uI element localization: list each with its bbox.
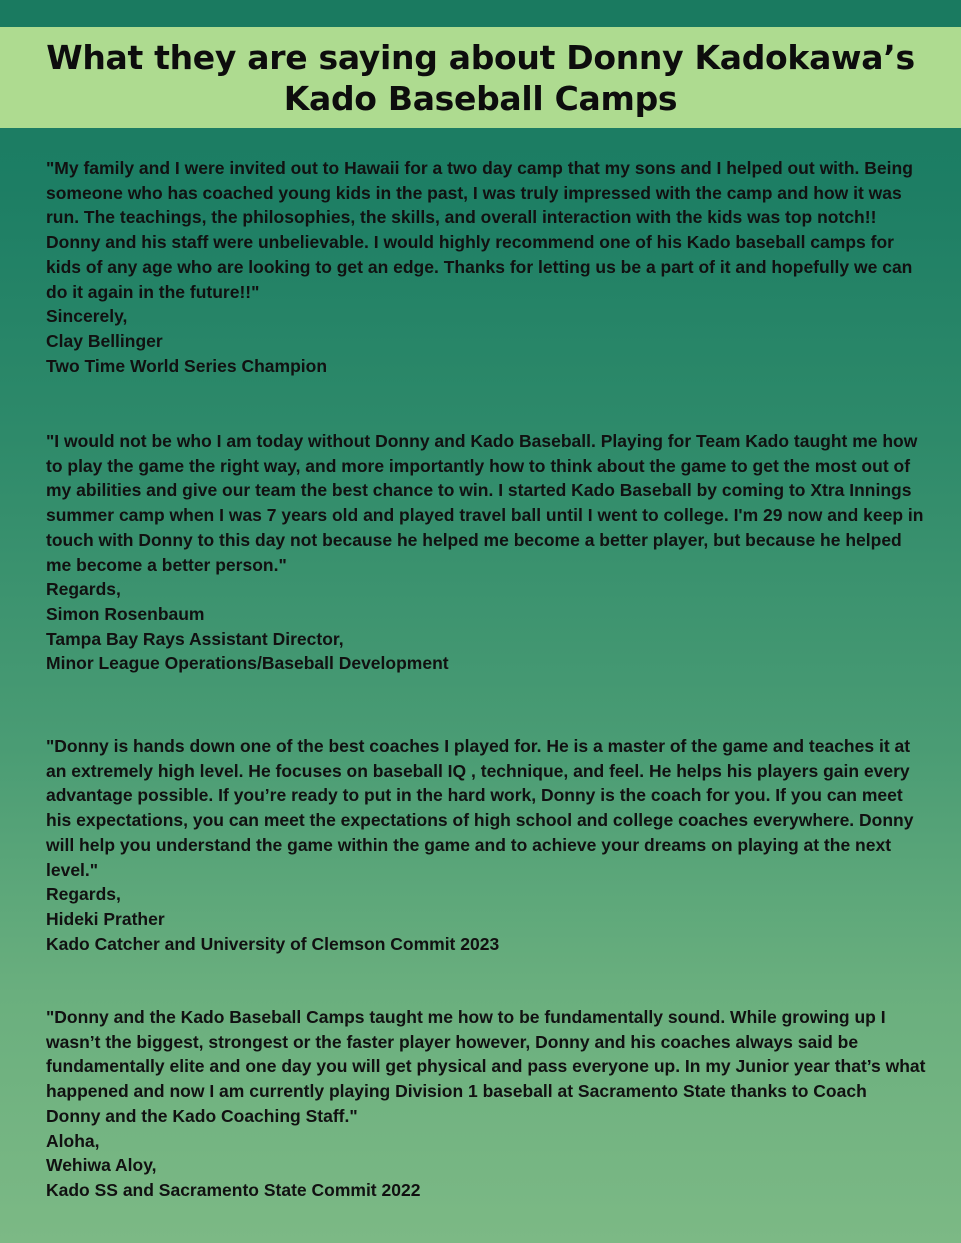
testimonial-author-title-2: Minor League Operations/Baseball Development xyxy=(46,653,449,674)
testimonial-3 xyxy=(46,734,926,956)
page-title xyxy=(46,37,915,119)
testimonial-author: Wehiwa Aloy, xyxy=(46,1155,157,1176)
testimonial-closing: Aloha, xyxy=(46,1130,100,1151)
testimonial-quote: "My family and I were invited out to Hawaii for a two day camp that my sons and I helped out with. Being someone who has coached young kids in the past, I was truly impressed with the camp and how it was run. The teachings, the philosophies, the skills, and overall interaction with the kids was top notch!! Donny and his staff were unbelievable. I would highly recommend one of his Kado baseball camps for kids of any age who are looking to get an edge. Thanks for letting us be a part of it and hopefully we can do it again in the future!!" xyxy=(46,158,913,302)
testimonial-closing: Sincerely, xyxy=(46,306,128,327)
testimonial-quote: "Donny is hands down one of the best coaches I played for. He is a master of the game and teaches it at an extremely high level. He focuses on baseball IQ , technique, and feel. He helps his players gain every advantage possible. If you’re ready to put in the hard work, Donny is the coach for you. If you can meet his expectations, you can meet the expectations of high school and college coaches everywhere. Donny will help you understand the game within the game and to achieve your dreams on playing at the next level." xyxy=(46,736,914,880)
top-band xyxy=(0,0,961,27)
title-line-1: What they are saying about Donny Kadokawa’s xyxy=(46,37,915,77)
testimonial-author: Hideki Prather xyxy=(46,908,165,929)
testimonial-author: Clay Bellinger xyxy=(46,330,163,351)
testimonial-author: Simon Rosenbaum xyxy=(46,603,205,624)
title-line-2: Kado Baseball Camps xyxy=(283,78,678,118)
testimonial-2 xyxy=(46,429,926,676)
testimonial-closing: Regards, xyxy=(46,884,121,905)
testimonial-quote: "I would not be who I am today without Donny and Kado Baseball. Playing for Team Kado taught me how to play the game the right way, and more importantly how to think about the game to get the most out of my abilities and give our team the best chance to win. I started Kado Baseball by coming to Xtra Innings summer camp when I was 7 years old and played travel ball until I went to college. I'm 29 now and keep in touch with Donny to this day not because he helped me become a better player, but because he helped me become a better person." xyxy=(46,431,924,575)
testimonial-author-title: Kado SS and Sacramento State Commit 2022 xyxy=(46,1179,421,1200)
testimonial-author-title: Two Time World Series Champion xyxy=(46,355,328,376)
testimonial-closing: Regards, xyxy=(46,579,121,600)
testimonial-author-title: Tampa Bay Rays Assistant Director, xyxy=(46,628,344,649)
testimonial-quote: "Donny and the Kado Baseball Camps taught me how to be fundamentally sound. While growing up I wasn’t the biggest, strongest or the faster player however, Donny and his coaches always said be fundamentally elite and one day you will get physical and pass everyone up. In my Junior year that’s what happened and now I am currently playing Division 1 baseball at Sacramento State thanks to Coach Donny and the Kado Coaching Staff." xyxy=(46,1007,926,1126)
page-header xyxy=(0,27,961,128)
testimonial-1 xyxy=(46,156,926,378)
testimonial-author-title: Kado Catcher and University of Clemson Commit 2023 xyxy=(46,933,500,954)
testimonial-4 xyxy=(46,1005,926,1203)
